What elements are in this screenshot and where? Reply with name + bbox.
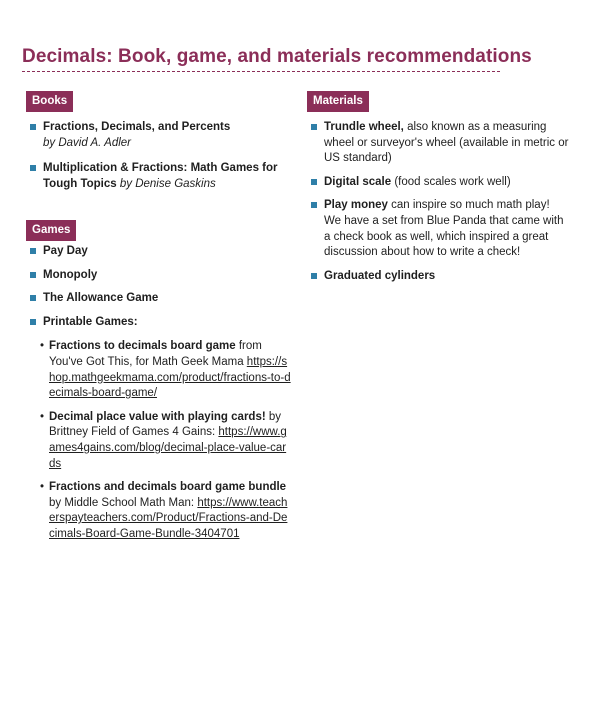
material-name: Trundle wheel, (324, 121, 404, 133)
material-item (311, 269, 569, 285)
printable-game-link[interactable]: https://shop.mathgeekmama.com/product/fractions-to-decimals-board-game/ (49, 355, 291, 400)
game-item (30, 268, 292, 284)
game-title: Monopoly (43, 268, 98, 281)
square-bullet-icon (311, 202, 317, 208)
material-item (311, 198, 569, 260)
book-item (30, 161, 292, 192)
printable-game-title: Fractions and decimals board game bundle (49, 481, 287, 494)
bullet-dot-icon: • (40, 340, 45, 353)
game-title: Pay Day (43, 245, 88, 257)
books-list (30, 120, 292, 192)
book-item (30, 120, 292, 151)
page-title: Decimals: Book, game, and materials recommendations (22, 46, 500, 72)
material-item (311, 175, 569, 191)
material-item (311, 120, 569, 167)
square-bullet-icon (311, 179, 317, 185)
square-bullet-icon (311, 273, 317, 279)
book-title: Multiplication & Fractions: Math Games for Tough Topics (43, 162, 278, 190)
printable-game-item (35, 410, 292, 472)
material-name: Play money (324, 199, 388, 212)
bullet-dot-icon: • (40, 481, 45, 494)
game-title: Printable Games: (43, 315, 138, 328)
book-title: Fractions, Decimals, and Percents (43, 121, 231, 133)
printable-games-list (35, 339, 292, 542)
games-section-label: Games (26, 220, 76, 241)
book-author: by David A. Adler (43, 136, 131, 149)
books-section-label: Books (26, 91, 73, 112)
game-title: The Allowance Game (43, 292, 159, 305)
book-author: by Denise Gaskins (119, 177, 216, 190)
printable-game-title: Decimal place value with playing cards! (49, 410, 266, 423)
square-bullet-icon (311, 124, 317, 130)
games-list (30, 244, 292, 543)
printable-game-link[interactable]: https://www.teacherspayteachers.com/Product/Fractions-and-Decimals-Board-Game-Bundle-3404701 (49, 496, 288, 540)
game-item (30, 315, 292, 543)
square-bullet-icon (30, 165, 36, 171)
printable-game-item (35, 480, 292, 542)
material-description: also known as a measuring wheel or surveyor's wheel (available in metric or US standard) (324, 121, 569, 165)
printable-game-source: by Brittney Field of Games 4 Gains: (49, 410, 282, 439)
game-item (30, 291, 292, 307)
printable-game-item (35, 339, 292, 401)
material-name: Graduated cylinders (324, 269, 436, 282)
square-bullet-icon (30, 272, 36, 278)
printable-game-title: Fractions to decimals board game (49, 340, 236, 353)
square-bullet-icon (30, 124, 36, 130)
printable-game-source: by Middle School Math Man: (49, 496, 195, 509)
bullet-dot-icon: • (40, 410, 45, 423)
square-bullet-icon (30, 248, 36, 254)
material-description: can inspire so much math play! We have a set from Blue Panda that came with a check book as well, which inspired a great discussion about how to write a check! (324, 199, 564, 259)
materials-list (311, 120, 569, 284)
materials-section-label: Materials (307, 91, 369, 112)
printable-game-link[interactable]: https://www.games4gains.com/blog/decimal-place-value-cards (49, 426, 287, 470)
printable-game-source: from You've Got This, for Math Geek Mama (49, 340, 262, 368)
square-bullet-icon (30, 319, 36, 325)
game-item (30, 244, 292, 260)
material-name: Digital scale (324, 175, 392, 188)
square-bullet-icon (30, 295, 36, 301)
material-description: (food scales work well) (394, 175, 511, 188)
